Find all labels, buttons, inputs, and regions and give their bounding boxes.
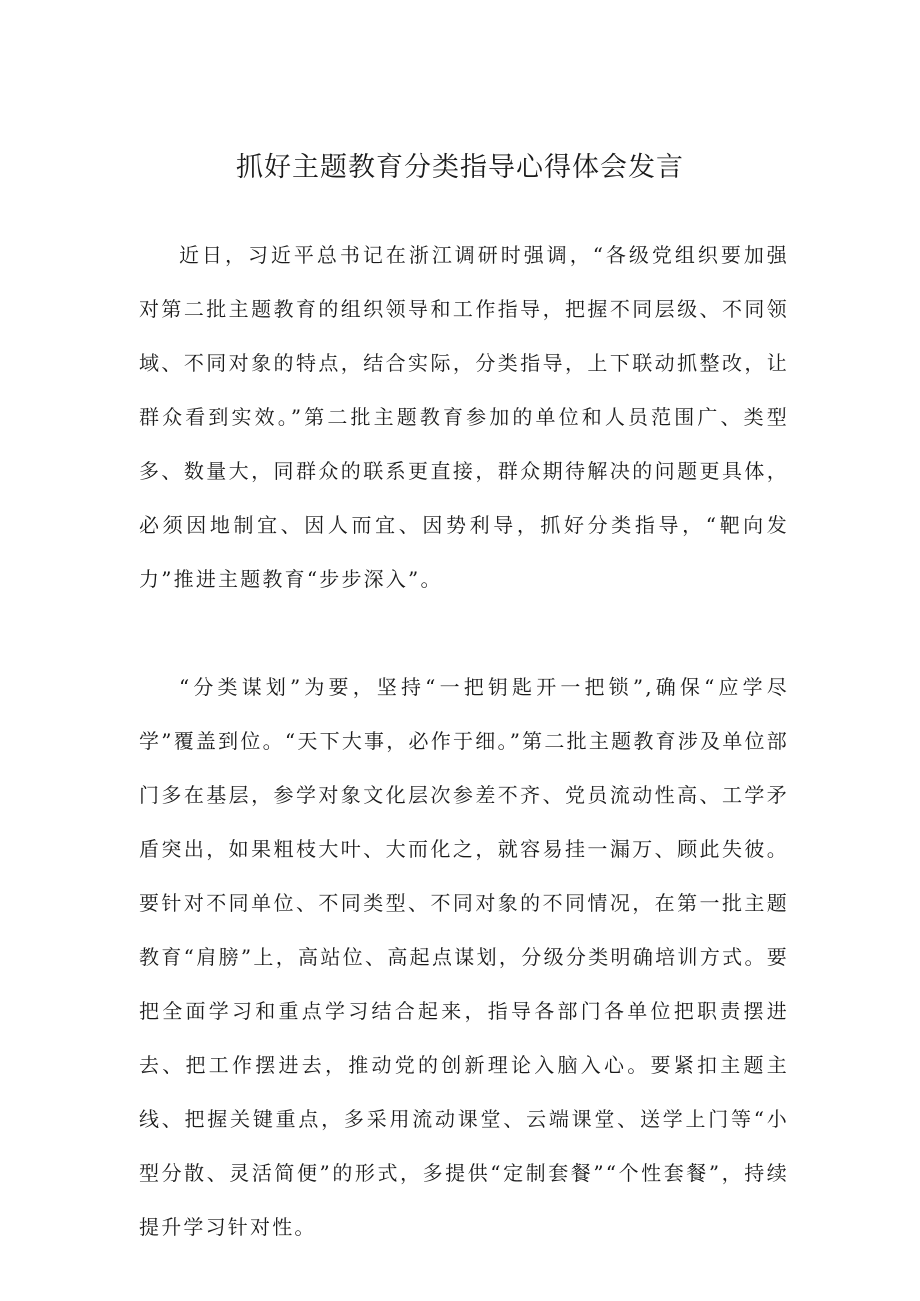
- document-body: [139, 228, 789, 1254]
- paragraph-1: 近日，习近平总书记在浙江调研时强调，“各级党组织要加强对第二批主题教育的组织领导和工作指导，把握不同层级、不同领域、不同对象的特点，结合实际，分类指导，上下联动抓整改，让群众看到实效。”第二批主题教育参加的单位和人员范围广、类型多、数量大，同群众的联系更直接，群众期待解决的问题更具体，必须因地制宜、因人而宜、因势利导，抓好分类指导，“靶向发力”推进主题教育“步步深入”。: [139, 243, 789, 591]
- document-title: 抓好主题教育分类指导心得体会发言: [236, 152, 684, 183]
- paragraph-2: “分类谋划”为要，坚持“一把钥匙开一把锁”,确保“应学尽学”覆盖到位。“天下大事，必作于细。”第二批主题教育涉及单位部门多在基层，参学对象文化层次参差不齐、党员流动性高、工学矛盾突出，如果粗枝大叶、大而化之，就容易挂一漏万、顾此失彼。要针对不同单位、不同类型、不同对象的不同情况，在第一批主题教育“肩膀”上，高站位、高起点谋划，分级分类明确培训方式。要把全面学习和重点学习结合起来，指导各部门各单位把职责摆进去、把工作摆进去，推动党的创新理论入脑入心。要紧扣主题主线、把握关键重点，多采用流动课堂、云端课堂、送学上门等“小型分散、灵活简便”的形式，多提供“定制套餐”“个性套餐”，持续提升学习针对性。: [139, 675, 789, 1239]
